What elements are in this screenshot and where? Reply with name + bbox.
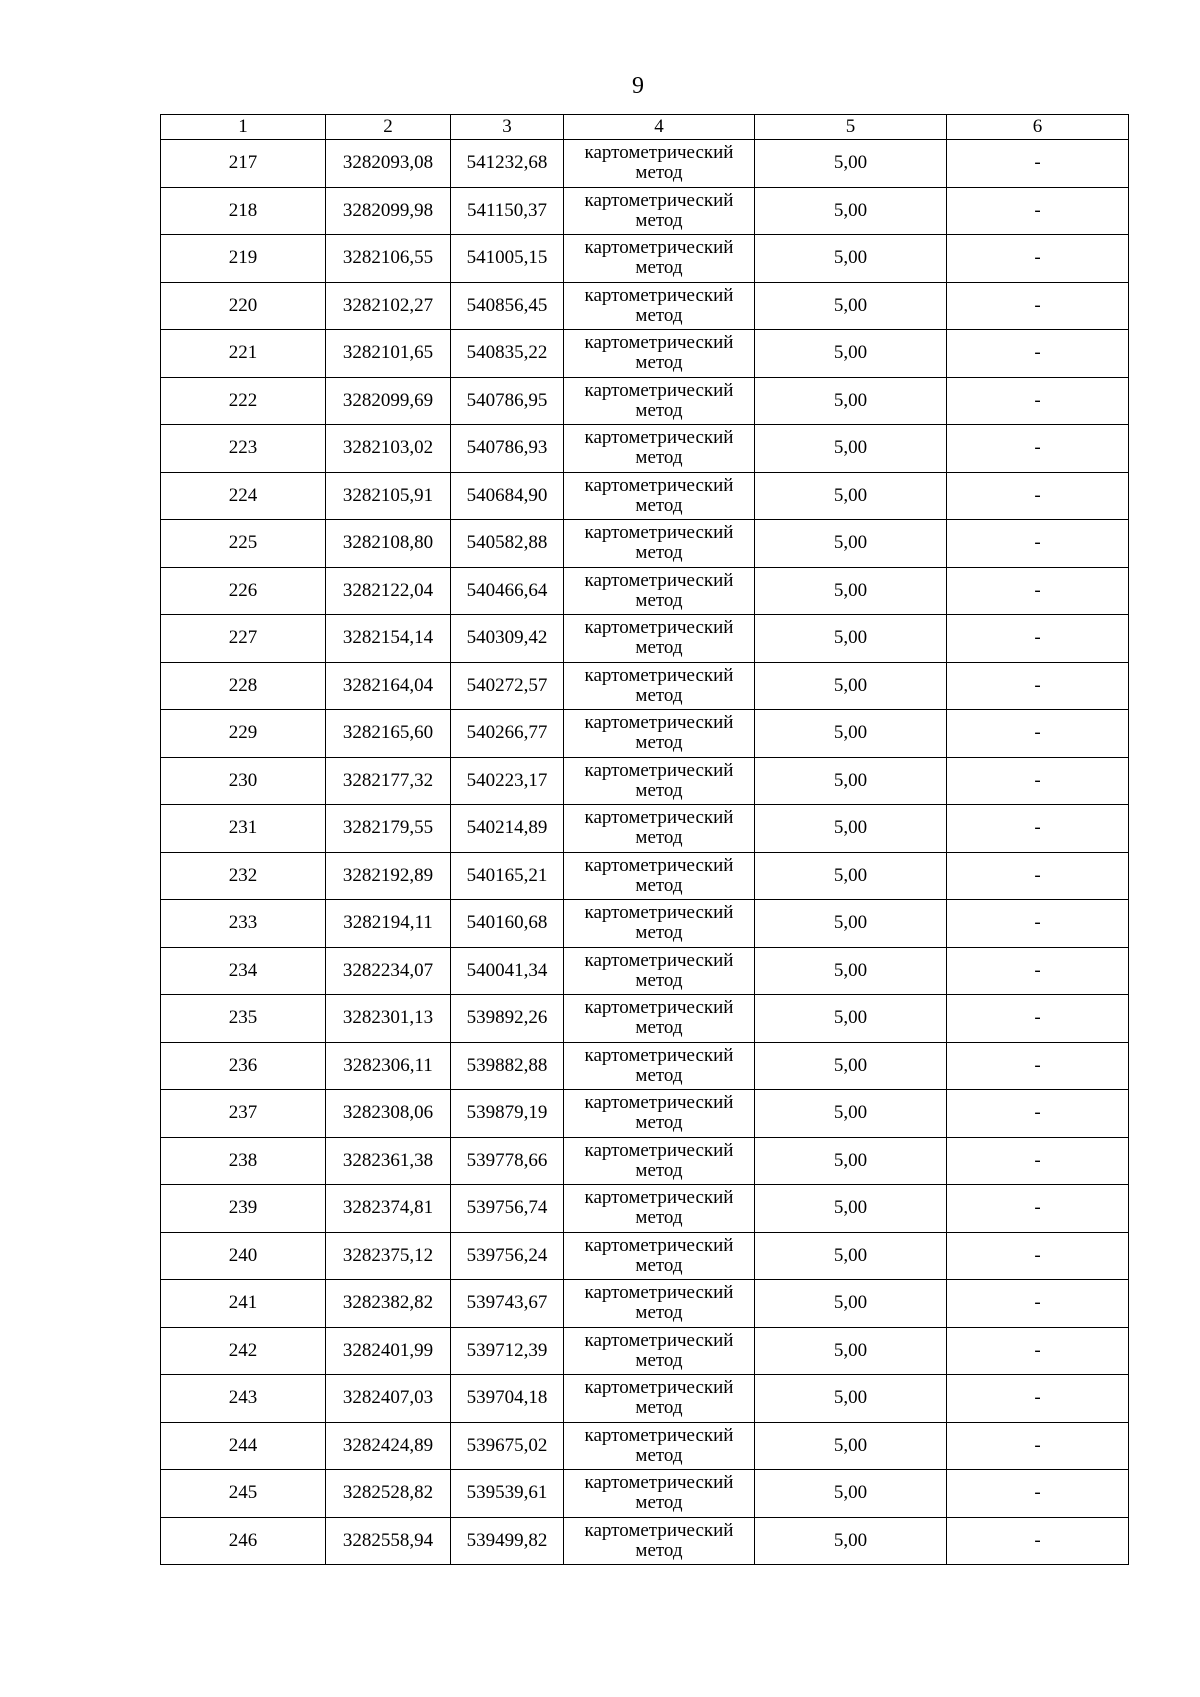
cell-accuracy: 5,00 (755, 805, 947, 853)
cell-x-coordinate: 3282361,38 (326, 1137, 451, 1185)
cell-method: картометрический метод (564, 1422, 755, 1470)
cell-y-coordinate: 539704,18 (451, 1375, 564, 1423)
cell-x-coordinate: 3282558,94 (326, 1517, 451, 1565)
cell-y-coordinate: 539892,26 (451, 995, 564, 1043)
column-header-6: 6 (947, 115, 1129, 140)
cell-note: - (947, 615, 1129, 663)
table-row (161, 1422, 1129, 1470)
cell-x-coordinate: 3282234,07 (326, 947, 451, 995)
cell-point-number: 231 (161, 805, 326, 853)
cell-y-coordinate: 539499,82 (451, 1517, 564, 1565)
cell-note: - (947, 282, 1129, 330)
cell-accuracy: 5,00 (755, 710, 947, 758)
cell-accuracy: 5,00 (755, 425, 947, 473)
cell-point-number: 230 (161, 757, 326, 805)
table-row (161, 330, 1129, 378)
cell-method: картометрический метод (564, 662, 755, 710)
cell-y-coordinate: 540214,89 (451, 805, 564, 853)
cell-method: картометрический метод (564, 1090, 755, 1138)
table-row (161, 1137, 1129, 1185)
cell-point-number: 245 (161, 1470, 326, 1518)
table-row (161, 615, 1129, 663)
cell-point-number: 218 (161, 187, 326, 235)
cell-y-coordinate: 540786,93 (451, 425, 564, 473)
cell-method: картометрический метод (564, 852, 755, 900)
cell-accuracy: 5,00 (755, 1185, 947, 1233)
cell-note: - (947, 1090, 1129, 1138)
coordinates-table (160, 114, 1129, 1565)
cell-y-coordinate: 540272,57 (451, 662, 564, 710)
cell-x-coordinate: 3282374,81 (326, 1185, 451, 1233)
cell-y-coordinate: 539539,61 (451, 1470, 564, 1518)
cell-accuracy: 5,00 (755, 852, 947, 900)
cell-point-number: 228 (161, 662, 326, 710)
cell-accuracy: 5,00 (755, 1422, 947, 1470)
cell-y-coordinate: 540041,34 (451, 947, 564, 995)
cell-y-coordinate: 540309,42 (451, 615, 564, 663)
table-row (161, 1280, 1129, 1328)
cell-point-number: 229 (161, 710, 326, 758)
cell-point-number: 222 (161, 377, 326, 425)
cell-point-number: 238 (161, 1137, 326, 1185)
cell-point-number: 220 (161, 282, 326, 330)
cell-accuracy: 5,00 (755, 472, 947, 520)
cell-note: - (947, 1185, 1129, 1233)
cell-x-coordinate: 3282106,55 (326, 235, 451, 283)
cell-note: - (947, 1327, 1129, 1375)
cell-accuracy: 5,00 (755, 1090, 947, 1138)
cell-point-number: 241 (161, 1280, 326, 1328)
cell-method: картометрический метод (564, 1375, 755, 1423)
cell-method: картометрический метод (564, 1470, 755, 1518)
cell-method: картометрический метод (564, 1232, 755, 1280)
cell-point-number: 239 (161, 1185, 326, 1233)
table-row (161, 1185, 1129, 1233)
cell-accuracy: 5,00 (755, 235, 947, 283)
cell-y-coordinate: 540856,45 (451, 282, 564, 330)
cell-point-number: 237 (161, 1090, 326, 1138)
cell-y-coordinate: 541150,37 (451, 187, 564, 235)
cell-point-number: 234 (161, 947, 326, 995)
cell-y-coordinate: 540582,88 (451, 520, 564, 568)
cell-method: картометрический метод (564, 615, 755, 663)
cell-y-coordinate: 541232,68 (451, 140, 564, 188)
cell-accuracy: 5,00 (755, 1280, 947, 1328)
cell-accuracy: 5,00 (755, 377, 947, 425)
cell-accuracy: 5,00 (755, 995, 947, 1043)
cell-x-coordinate: 3282103,02 (326, 425, 451, 473)
cell-note: - (947, 1137, 1129, 1185)
cell-method: картометрический метод (564, 1327, 755, 1375)
cell-point-number: 246 (161, 1517, 326, 1565)
cell-point-number: 240 (161, 1232, 326, 1280)
cell-method: картометрический метод (564, 425, 755, 473)
cell-note: - (947, 425, 1129, 473)
cell-accuracy: 5,00 (755, 330, 947, 378)
cell-point-number: 217 (161, 140, 326, 188)
column-header-5: 5 (755, 115, 947, 140)
cell-method: картометрический метод (564, 1042, 755, 1090)
cell-accuracy: 5,00 (755, 1232, 947, 1280)
cell-note: - (947, 472, 1129, 520)
cell-x-coordinate: 3282424,89 (326, 1422, 451, 1470)
cell-y-coordinate: 540466,64 (451, 567, 564, 615)
cell-y-coordinate: 540835,22 (451, 330, 564, 378)
cell-note: - (947, 1232, 1129, 1280)
cell-method: картометрический метод (564, 282, 755, 330)
cell-x-coordinate: 3282154,14 (326, 615, 451, 663)
cell-method: картометрический метод (564, 140, 755, 188)
cell-method: картометрический метод (564, 330, 755, 378)
column-header-4: 4 (564, 115, 755, 140)
cell-x-coordinate: 3282179,55 (326, 805, 451, 853)
cell-x-coordinate: 3282528,82 (326, 1470, 451, 1518)
cell-x-coordinate: 3282401,99 (326, 1327, 451, 1375)
table-row (161, 1090, 1129, 1138)
cell-x-coordinate: 3282407,03 (326, 1375, 451, 1423)
cell-note: - (947, 330, 1129, 378)
cell-accuracy: 5,00 (755, 1375, 947, 1423)
cell-accuracy: 5,00 (755, 757, 947, 805)
cell-x-coordinate: 3282194,11 (326, 900, 451, 948)
table-row (161, 757, 1129, 805)
cell-note: - (947, 235, 1129, 283)
cell-y-coordinate: 540266,77 (451, 710, 564, 758)
cell-note: - (947, 757, 1129, 805)
table-body (161, 140, 1129, 1565)
cell-x-coordinate: 3282099,98 (326, 187, 451, 235)
cell-y-coordinate: 539712,39 (451, 1327, 564, 1375)
cell-accuracy: 5,00 (755, 1042, 947, 1090)
cell-x-coordinate: 3282108,80 (326, 520, 451, 568)
cell-accuracy: 5,00 (755, 1470, 947, 1518)
cell-note: - (947, 1042, 1129, 1090)
cell-y-coordinate: 539675,02 (451, 1422, 564, 1470)
table-row (161, 1232, 1129, 1280)
cell-note: - (947, 662, 1129, 710)
table-row (161, 377, 1129, 425)
cell-note: - (947, 852, 1129, 900)
cell-method: картометрический метод (564, 520, 755, 568)
cell-note: - (947, 140, 1129, 188)
cell-y-coordinate: 539756,74 (451, 1185, 564, 1233)
cell-x-coordinate: 3282165,60 (326, 710, 451, 758)
table-row (161, 567, 1129, 615)
table-row (161, 900, 1129, 948)
cell-method: картометрический метод (564, 377, 755, 425)
cell-note: - (947, 710, 1129, 758)
table-row (161, 1042, 1129, 1090)
table-row (161, 947, 1129, 995)
table-row (161, 140, 1129, 188)
table-row (161, 425, 1129, 473)
cell-accuracy: 5,00 (755, 1327, 947, 1375)
cell-point-number: 225 (161, 520, 326, 568)
cell-x-coordinate: 3282164,04 (326, 662, 451, 710)
cell-y-coordinate: 539756,24 (451, 1232, 564, 1280)
column-header-2: 2 (326, 115, 451, 140)
cell-note: - (947, 1470, 1129, 1518)
cell-note: - (947, 567, 1129, 615)
table-row (161, 235, 1129, 283)
cell-accuracy: 5,00 (755, 140, 947, 188)
cell-note: - (947, 1375, 1129, 1423)
cell-method: картометрический метод (564, 900, 755, 948)
cell-note: - (947, 187, 1129, 235)
cell-note: - (947, 900, 1129, 948)
cell-note: - (947, 1422, 1129, 1470)
cell-accuracy: 5,00 (755, 282, 947, 330)
cell-accuracy: 5,00 (755, 1137, 947, 1185)
cell-x-coordinate: 3282375,12 (326, 1232, 451, 1280)
cell-x-coordinate: 3282306,11 (326, 1042, 451, 1090)
cell-point-number: 233 (161, 900, 326, 948)
table-row (161, 1375, 1129, 1423)
cell-method: картометрический метод (564, 1517, 755, 1565)
cell-accuracy: 5,00 (755, 900, 947, 948)
cell-method: картометрический метод (564, 235, 755, 283)
table-row (161, 1470, 1129, 1518)
cell-y-coordinate: 540786,95 (451, 377, 564, 425)
cell-accuracy: 5,00 (755, 947, 947, 995)
cell-point-number: 223 (161, 425, 326, 473)
cell-accuracy: 5,00 (755, 567, 947, 615)
table-row (161, 662, 1129, 710)
cell-x-coordinate: 3282101,65 (326, 330, 451, 378)
cell-x-coordinate: 3282308,06 (326, 1090, 451, 1138)
cell-y-coordinate: 540684,90 (451, 472, 564, 520)
cell-x-coordinate: 3282177,32 (326, 757, 451, 805)
cell-method: картометрический метод (564, 187, 755, 235)
cell-method: картометрический метод (564, 947, 755, 995)
cell-note: - (947, 947, 1129, 995)
cell-point-number: 243 (161, 1375, 326, 1423)
cell-y-coordinate: 539778,66 (451, 1137, 564, 1185)
table-row (161, 805, 1129, 853)
cell-method: картометрический метод (564, 1137, 755, 1185)
page-number: 9 (632, 73, 644, 99)
table-row (161, 520, 1129, 568)
cell-method: картометрический метод (564, 757, 755, 805)
table-row (161, 187, 1129, 235)
cell-y-coordinate: 539743,67 (451, 1280, 564, 1328)
cell-x-coordinate: 3282093,08 (326, 140, 451, 188)
cell-y-coordinate: 540160,68 (451, 900, 564, 948)
cell-note: - (947, 805, 1129, 853)
table-row (161, 282, 1129, 330)
cell-accuracy: 5,00 (755, 1517, 947, 1565)
cell-y-coordinate: 540223,17 (451, 757, 564, 805)
cell-method: картометрический метод (564, 995, 755, 1043)
cell-method: картометрический метод (564, 567, 755, 615)
cell-accuracy: 5,00 (755, 615, 947, 663)
cell-point-number: 235 (161, 995, 326, 1043)
cell-point-number: 244 (161, 1422, 326, 1470)
cell-x-coordinate: 3282099,69 (326, 377, 451, 425)
cell-method: картометрический метод (564, 1185, 755, 1233)
cell-y-coordinate: 539879,19 (451, 1090, 564, 1138)
cell-point-number: 221 (161, 330, 326, 378)
cell-accuracy: 5,00 (755, 662, 947, 710)
cell-method: картометрический метод (564, 1280, 755, 1328)
cell-method: картометрический метод (564, 710, 755, 758)
cell-y-coordinate: 539882,88 (451, 1042, 564, 1090)
table-row (161, 710, 1129, 758)
cell-y-coordinate: 540165,21 (451, 852, 564, 900)
cell-note: - (947, 1517, 1129, 1565)
table-row (161, 472, 1129, 520)
cell-note: - (947, 995, 1129, 1043)
cell-x-coordinate: 3282301,13 (326, 995, 451, 1043)
cell-y-coordinate: 541005,15 (451, 235, 564, 283)
cell-point-number: 227 (161, 615, 326, 663)
cell-x-coordinate: 3282102,27 (326, 282, 451, 330)
cell-point-number: 242 (161, 1327, 326, 1375)
column-header-3: 3 (451, 115, 564, 140)
table-header-row (161, 115, 1129, 140)
cell-note: - (947, 1280, 1129, 1328)
cell-x-coordinate: 3282382,82 (326, 1280, 451, 1328)
cell-method: картометрический метод (564, 805, 755, 853)
table-row (161, 1517, 1129, 1565)
table-row (161, 1327, 1129, 1375)
cell-point-number: 236 (161, 1042, 326, 1090)
table-row (161, 995, 1129, 1043)
cell-method: картометрический метод (564, 472, 755, 520)
cell-x-coordinate: 3282122,04 (326, 567, 451, 615)
cell-accuracy: 5,00 (755, 187, 947, 235)
cell-x-coordinate: 3282105,91 (326, 472, 451, 520)
table-row (161, 852, 1129, 900)
cell-point-number: 224 (161, 472, 326, 520)
cell-note: - (947, 377, 1129, 425)
cell-point-number: 219 (161, 235, 326, 283)
cell-point-number: 226 (161, 567, 326, 615)
cell-x-coordinate: 3282192,89 (326, 852, 451, 900)
cell-point-number: 232 (161, 852, 326, 900)
cell-accuracy: 5,00 (755, 520, 947, 568)
column-header-1: 1 (161, 115, 326, 140)
cell-note: - (947, 520, 1129, 568)
